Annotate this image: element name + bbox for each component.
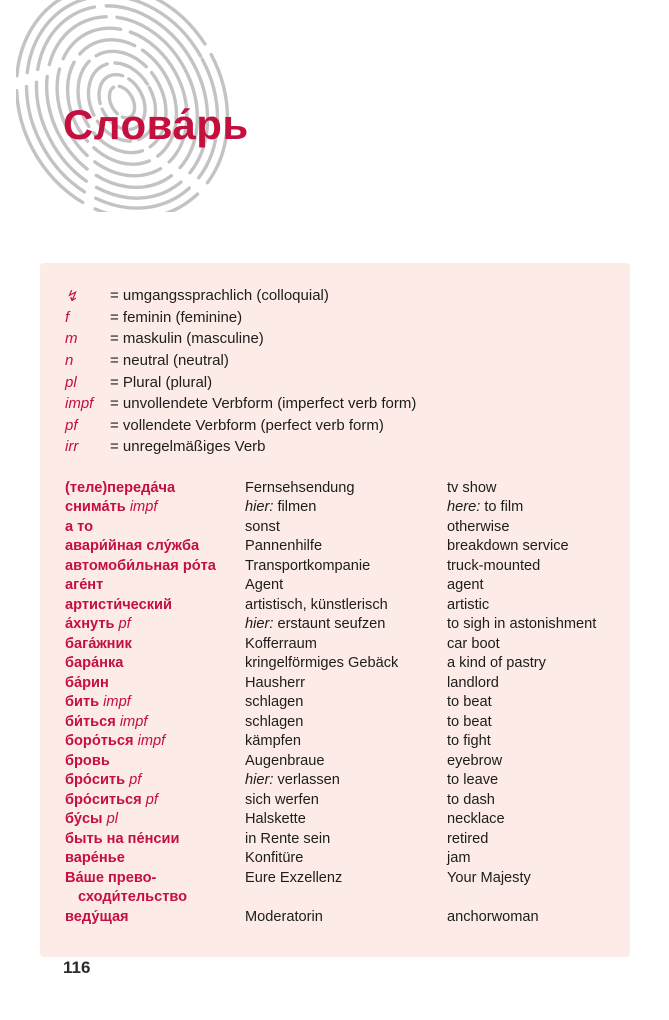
russian-cell xyxy=(65,908,245,928)
german-cell xyxy=(245,713,447,733)
german-cell xyxy=(245,674,447,694)
german-translation: schlagen xyxy=(245,713,304,730)
english-cell xyxy=(447,596,620,616)
german-cell xyxy=(245,596,447,616)
russian-cell xyxy=(65,869,245,908)
vocab-row xyxy=(65,908,620,928)
russian-cell xyxy=(65,771,245,791)
legend-symbol: m xyxy=(65,330,78,348)
vocab-row xyxy=(65,830,620,850)
russian-term: артисти́ческий xyxy=(65,596,172,613)
legend-symbol: pf xyxy=(65,416,78,434)
english-translation: jam xyxy=(447,850,471,867)
grammar-tag: pf xyxy=(118,616,131,633)
english-translation: a kind of pastry xyxy=(447,655,546,672)
grammar-tag: impf xyxy=(103,694,131,711)
german-translation: Fernsehsendung xyxy=(245,479,355,496)
english-translation: anchorwoman xyxy=(447,908,539,925)
vocab-row xyxy=(65,732,620,752)
english-translation: breakdown service xyxy=(447,538,569,555)
english-context-label: here: xyxy=(447,499,481,516)
legend-definition: = maskulin (masculine) xyxy=(110,330,264,348)
german-translation: Transportkompanie xyxy=(245,557,371,574)
german-translation: filmen xyxy=(277,499,317,516)
russian-term: варе́нье xyxy=(65,850,125,867)
german-cell xyxy=(245,557,447,577)
legend-item xyxy=(65,307,620,329)
german-translation: Agent xyxy=(245,577,284,594)
english-cell xyxy=(447,576,620,596)
russian-cell xyxy=(65,713,245,733)
legend-item xyxy=(65,393,620,415)
vocab-row xyxy=(65,674,620,694)
grammar-tag: impf xyxy=(119,713,148,730)
russian-cell xyxy=(65,615,245,635)
vocab-row xyxy=(65,752,620,772)
russian-cell xyxy=(65,518,245,538)
vocab-row xyxy=(65,498,620,518)
russian-term: быть на пе́нсии xyxy=(65,830,180,847)
english-cell xyxy=(447,908,620,928)
legend-symbol: n xyxy=(65,352,74,370)
legend-definition: = unvollendete Verbform (imperfect verb form) xyxy=(110,395,417,413)
german-translation: sonst xyxy=(245,518,280,535)
russian-cell xyxy=(65,830,245,850)
german-cell xyxy=(245,693,447,713)
vocab-row xyxy=(65,557,620,577)
vocab-row xyxy=(65,576,620,596)
german-context-label: hier: xyxy=(245,499,274,516)
legend-item xyxy=(65,371,620,393)
russian-term: снима́ть xyxy=(65,499,126,516)
german-translation: Halskette xyxy=(245,811,306,828)
vocabulary-panel xyxy=(40,263,630,957)
russian-term: бро́ситься xyxy=(65,791,142,808)
russian-term: бровь xyxy=(65,752,110,769)
legend-item xyxy=(65,436,620,458)
russian-cell xyxy=(65,537,245,557)
legend-symbol: f xyxy=(65,308,70,326)
german-translation: verlassen xyxy=(277,772,340,789)
grammar-tag: pl xyxy=(106,811,118,828)
russian-cell xyxy=(65,596,245,616)
legend-item xyxy=(65,328,620,350)
english-translation: to beat xyxy=(447,694,492,711)
russian-cell xyxy=(65,732,245,752)
russian-term: бро́сить xyxy=(65,772,126,789)
russian-term: бага́жник xyxy=(65,635,132,652)
legend-symbol: impf xyxy=(65,395,94,413)
grammar-tag: pf xyxy=(145,791,158,808)
vocab-row xyxy=(65,518,620,538)
english-translation: to sigh in astonishment xyxy=(447,616,597,633)
legend-item xyxy=(65,415,620,437)
english-translation: to fight xyxy=(447,733,491,750)
russian-term: а́хнуть xyxy=(65,616,115,633)
russian-cell xyxy=(65,752,245,772)
english-cell xyxy=(447,693,620,713)
english-cell xyxy=(447,557,620,577)
vocab-row xyxy=(65,869,620,908)
german-translation: sich werfen xyxy=(245,791,319,808)
legend-definition: = unregelmäßiges Verb xyxy=(110,438,266,456)
english-translation: to dash xyxy=(447,791,495,808)
vocab-row xyxy=(65,713,620,733)
german-translation: Moderatorin xyxy=(245,908,323,925)
russian-cell xyxy=(65,557,245,577)
russian-term: авари́йная слу́жба xyxy=(65,538,200,555)
english-translation: truck-mounted xyxy=(447,557,541,574)
english-cell xyxy=(447,654,620,674)
german-cell xyxy=(245,791,447,811)
german-context-label: hier: xyxy=(245,772,274,789)
grammar-tag: impf xyxy=(129,499,158,516)
vocab-row xyxy=(65,537,620,557)
grammar-tag: impf xyxy=(137,733,166,750)
english-translation: necklace xyxy=(447,811,505,828)
english-translation: artistic xyxy=(447,596,490,613)
russian-cell xyxy=(65,498,245,518)
english-cell xyxy=(447,635,620,655)
german-cell xyxy=(245,498,447,518)
english-translation: agent xyxy=(447,577,484,594)
german-translation: Konfitüre xyxy=(245,850,304,867)
german-translation: kämpfen xyxy=(245,733,301,750)
german-translation: Hausherr xyxy=(245,674,306,691)
german-cell xyxy=(245,635,447,655)
russian-term: автомоби́льная ро́та xyxy=(65,557,216,574)
english-translation: otherwise xyxy=(447,518,510,535)
german-translation: kringelförmiges Gebäck xyxy=(245,655,399,672)
page-title: Слова́рь xyxy=(63,101,249,148)
english-translation: to beat xyxy=(447,713,492,730)
vocab-row xyxy=(65,810,620,830)
vocab-row xyxy=(65,654,620,674)
legend-item xyxy=(65,285,620,307)
russian-term: бить xyxy=(65,694,100,711)
vocab-row xyxy=(65,771,620,791)
legend-list xyxy=(65,285,620,458)
legend-symbol: ↯ xyxy=(65,287,78,305)
english-cell xyxy=(447,479,620,499)
german-cell xyxy=(245,654,447,674)
german-cell xyxy=(245,479,447,499)
german-cell xyxy=(245,752,447,772)
russian-term: бара́нка xyxy=(65,655,124,672)
russian-cell xyxy=(65,791,245,811)
russian-cell xyxy=(65,479,245,499)
german-cell xyxy=(245,810,447,830)
german-cell xyxy=(245,518,447,538)
russian-cell xyxy=(65,849,245,869)
english-translation: eyebrow xyxy=(447,752,503,769)
german-translation: Augenbraue xyxy=(245,752,325,769)
russian-term-line2: сходи́тельство xyxy=(78,889,188,906)
english-translation: to film xyxy=(484,499,524,516)
russian-cell xyxy=(65,810,245,830)
english-cell xyxy=(447,771,620,791)
german-cell xyxy=(245,908,447,928)
german-cell xyxy=(245,849,447,869)
vocab-row xyxy=(65,849,620,869)
english-cell xyxy=(447,849,620,869)
russian-term: веду́щая xyxy=(65,908,129,925)
vocab-row xyxy=(65,635,620,655)
grammar-tag: pf xyxy=(129,772,142,789)
german-translation: artistisch, künstlerisch xyxy=(245,596,388,613)
german-cell xyxy=(245,830,447,850)
german-cell xyxy=(245,537,447,557)
vocab-row xyxy=(65,596,620,616)
legend-symbol: irr xyxy=(65,438,79,456)
english-translation: to leave xyxy=(447,772,499,789)
english-cell xyxy=(447,732,620,752)
english-cell xyxy=(447,537,620,557)
german-cell xyxy=(245,771,447,791)
english-cell xyxy=(447,498,620,518)
legend-definition: = Plural (plural) xyxy=(110,373,213,391)
legend-definition: = umgangssprachlich (colloquial) xyxy=(110,287,329,305)
german-cell xyxy=(245,869,447,889)
german-cell xyxy=(245,732,447,752)
vocab-row xyxy=(65,791,620,811)
russian-term: боро́ться xyxy=(65,733,134,750)
russian-cell xyxy=(65,654,245,674)
english-cell xyxy=(447,810,620,830)
russian-cell xyxy=(65,635,245,655)
legend-symbol: pl xyxy=(65,373,77,391)
german-cell xyxy=(245,615,447,635)
legend-definition: = neutral (neutral) xyxy=(110,352,229,370)
german-translation: schlagen xyxy=(245,694,304,711)
russian-term: а то xyxy=(65,518,94,535)
vocab-row xyxy=(65,479,620,499)
russian-cell xyxy=(65,576,245,596)
english-cell xyxy=(447,752,620,772)
russian-term: би́ться xyxy=(65,713,116,730)
english-cell xyxy=(447,518,620,538)
russian-term: бу́сы xyxy=(65,811,103,828)
vocab-row xyxy=(65,693,620,713)
russian-term: ба́рин xyxy=(65,674,109,691)
german-translation: Kofferraum xyxy=(245,635,317,652)
russian-cell xyxy=(65,674,245,694)
english-translation: car boot xyxy=(447,635,500,652)
english-cell xyxy=(447,674,620,694)
vocab-table xyxy=(65,479,620,928)
english-cell xyxy=(447,830,620,850)
german-translation: erstaunt seufzen xyxy=(277,616,386,633)
english-translation: landlord xyxy=(447,674,499,691)
english-cell xyxy=(447,713,620,733)
russian-cell xyxy=(65,693,245,713)
german-translation: Pannenhilfe xyxy=(245,538,323,555)
english-translation: retired xyxy=(447,830,489,847)
german-cell xyxy=(245,576,447,596)
legend-definition: = feminin (feminine) xyxy=(110,308,243,326)
legend-definition: = vollendete Verbform (perfect verb form) xyxy=(110,416,384,434)
german-context-label: hier: xyxy=(245,616,274,633)
page-number: 116 xyxy=(63,958,91,977)
english-translation: tv show xyxy=(447,479,497,496)
legend-item xyxy=(65,350,620,372)
english-cell xyxy=(447,615,620,635)
german-translation: in Rente sein xyxy=(245,830,331,847)
english-translation: Your Majesty xyxy=(447,869,531,886)
german-translation: Eure Exzellenz xyxy=(245,869,343,886)
russian-term: аге́нт xyxy=(65,577,104,594)
russian-term: (теле)переда́ча xyxy=(65,479,176,496)
russian-term: Ва́ше прево- xyxy=(65,869,157,886)
english-cell xyxy=(447,869,620,889)
vocab-row xyxy=(65,615,620,635)
english-cell xyxy=(447,791,620,811)
